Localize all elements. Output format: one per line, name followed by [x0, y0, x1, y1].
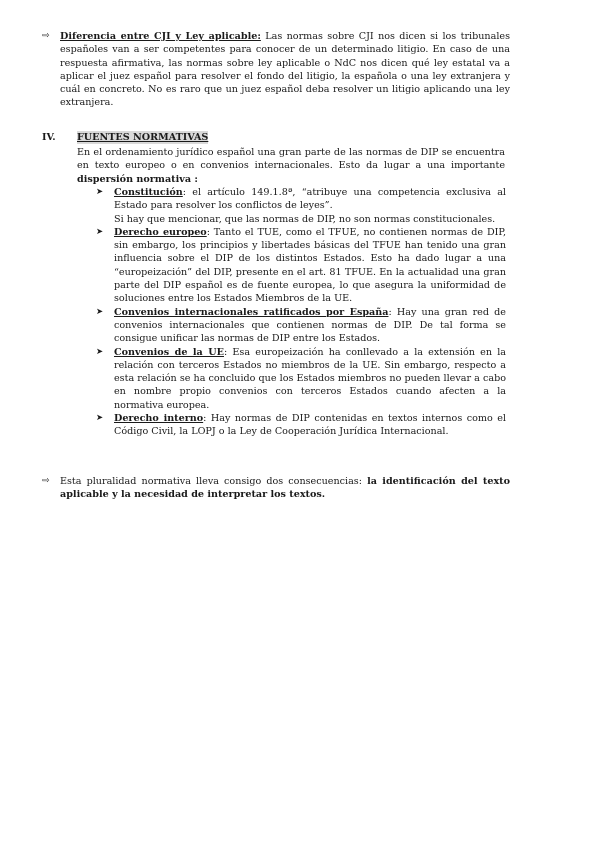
bullet-arrow-icon: ➤	[96, 226, 104, 237]
list-item	[96, 346, 506, 412]
bullet-arrow-icon: ➤	[96, 346, 104, 357]
arrow-right-icon: ⇨	[42, 31, 50, 41]
list-item-text: : el artículo 149.1.8ª, “atribuye una competencia exclusiva al Estado para resolver los conflictos de leyes”.	[114, 187, 506, 212]
section-intro	[77, 146, 505, 186]
list-item-title: Derecho interno	[114, 413, 204, 425]
list-item-title: Convenios de la UE	[114, 346, 224, 358]
list-item-extra: Si hay que mencionar, que las normas de DIP, no son normas constitucionales.	[114, 213, 496, 225]
paragraph-body: Las normas sobre CJI nos dicen si los tribunales españoles van a ser competentes para conocer de un determinado litigio. En caso de una respuesta afirmativa, las normas sobre ley aplicable o NdC nos dicen qué ley estatal va a aplicar el juez español para resolver el fondo del litigio, la española o una ley extranjera y cuál en concreto. No es raro que un juez español deba resolver un litigio aplicando una ley extranjera.	[60, 31, 510, 109]
list-item	[96, 306, 506, 346]
paragraph-body: Esta pluralidad normativa lleva consigo dos consecuencias:	[60, 476, 368, 487]
list-item-title: Constitución	[114, 187, 183, 198]
paragraph-bold: la identificación del texto aplicable y la necesidad de interpretar los textos.	[60, 476, 510, 501]
bullet-arrow-icon: ➤	[96, 187, 104, 197]
list-item	[96, 226, 506, 306]
paragraph-text	[60, 30, 510, 110]
paragraph-lead: Diferencia entre CJI y Ley aplicable:	[60, 31, 261, 42]
arrow-right-icon: ⇨	[42, 476, 50, 486]
paragraph-consequences	[42, 475, 510, 502]
bullet-arrow-icon: ➤	[96, 306, 104, 317]
bullet-arrow-icon: ➤	[96, 413, 104, 424]
section-number: IV.	[42, 132, 56, 143]
paragraph-cji-vs-ley	[42, 30, 510, 110]
list-item-text: : Tanto el TUE, como el TFUE, no contienen normas de DIP, sin embargo, los principios y libertades básicas del TFUE han tenido una gran influencia sobre el DIP de los distintos Estados. Esto ha dado lugar a una “europeización” del DIP, presente en el art. 81 TFUE. En la actualidad una gran parte del DIP español es de fuente europea, lo que asegura la uniformidad de soluciones entre los Estados Miembros de la UE.	[114, 226, 506, 305]
paragraph-text	[60, 475, 510, 502]
list-item-text: : Hay una gran red de convenios internacionales que contienen normas de DIP. De tal forma se consigue unificar las normas de DIP entre los Estados.	[114, 306, 506, 345]
section-title: FUENTES NORMATIVAS	[77, 132, 209, 143]
intro-text: En el ordenamiento jurídico español una gran parte de las normas de DIP se encuentra en texto europeo o en convenios internacionales. Esto da lugar a una importante	[77, 147, 505, 172]
list-item-title: Convenios internacionales ratificados por España	[114, 306, 389, 318]
list-item	[96, 412, 506, 439]
list-item	[96, 186, 506, 226]
sources-list	[96, 186, 506, 439]
list-item-text: : Hay normas de DIP contenidas en textos internos como el Código Civil, la LOPJ o la Ley de Cooperación Jurídica Internacional.	[114, 413, 506, 438]
list-item-text: : Esa europeización ha conllevado a la extensión en la relación con terceros Estados no miembros de la UE. Sin embargo, respecto a esta relación se ha concluido que los Estados miembros no pueden llevar a cabo en nombre propio convenios con terceros Estados cuando afecten a la normativa europea.	[114, 346, 506, 411]
intro-bold: dispersión normativa :	[77, 173, 198, 185]
list-item-title: Derecho europeo	[114, 226, 207, 238]
